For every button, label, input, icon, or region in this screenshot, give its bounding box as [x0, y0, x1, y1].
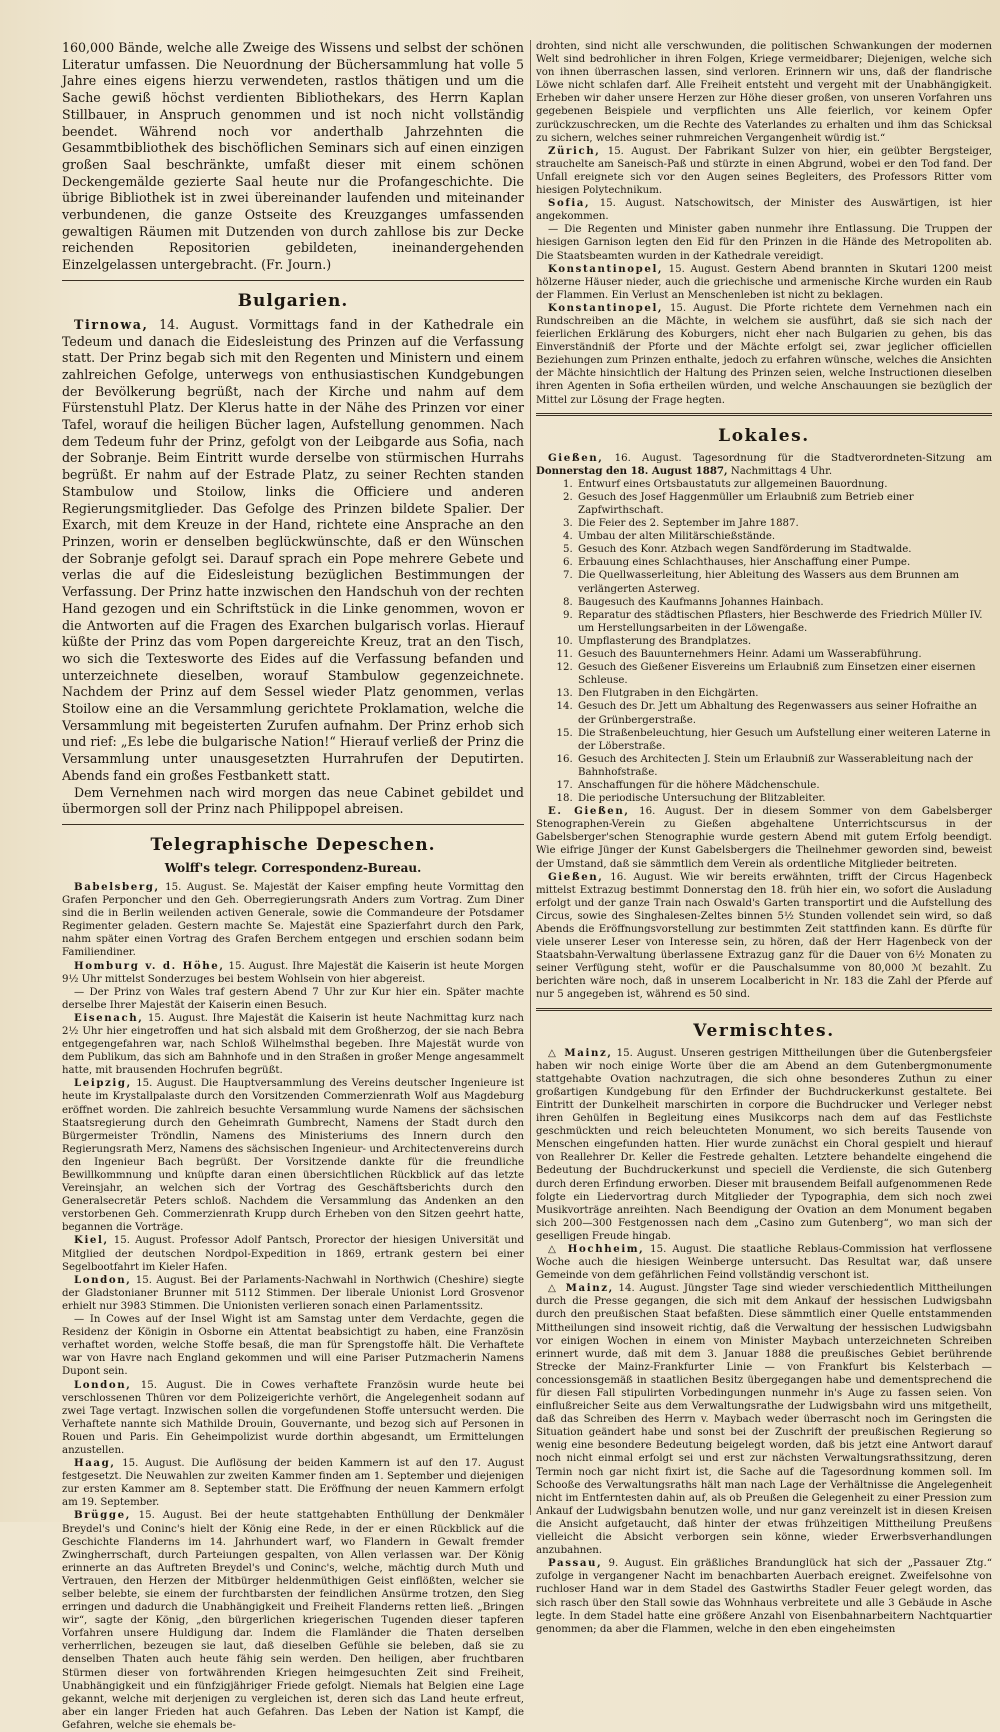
news-item-text: 15. August. Bei der Parlaments-Nachwahl in Northwich (Cheshire) siegte der Gladstonianer Brunner mit 5112 Stimmen. Der liberale Unionist Lord Grosvenor erhielt nur 3983 Stimmen. Die Unionisten verlieren sonach einen Parlamentssitz. [62, 1274, 524, 1312]
news-item-text: 15. August. Gestern Abend brannten in Skutari 1200 meist hölzerne Häuser nieder, auch die griechische und armenische Kirche wurden ein Raub der Flammen. Ein Verlust an Menschenleben ist nicht zu beklagen. [536, 263, 992, 301]
meeting-date: Donnerstag den 18. August 1887, [536, 464, 728, 477]
right-column [536, 40, 992, 1635]
news-item-text: 15. August. Natschowitsch, der Minister des Auswärtigen, ist hier angekommen. [536, 198, 992, 223]
bulgarien-article-2: Dem Vernehmen nach wird morgen das neue Cabinet gebildet und übermorgen soll der Prinz nach Philippopel abreisen. [62, 784, 524, 817]
news-item-text: 15. August. Unseren gestrigen Mittheilungen über die Gutenbergsfeier haben wir noch einige Worte über die am Abend an dem Gutenbergmonumente stattgehabte Ovation nachzutragen, die sich ohne besonderes Zuthun zu einer großartigen Kundgebung für den Erfinder der Buchdruckerkunst gestaltete. Bei Eintritt der Dunkelheit marschirten in corpore die Buchdrucker und Verleger nebst ihren Gehülfen in Begleitung eines Musikcorps nach dem auf das Festlichste geschmückten und reich beleuchteten Monument, wo sich bereits Tausende von Menschen eingefunden hatten. Hier wurde zunächst ein Choral gespielt und hierauf von Reallehrer Dr. Keller die Festrede gehalten. Letztere behandelte eingehend die Bedeutung der Buchdruckerkunst und speciell die Verdienste, die sich Gutenberg durch deren Erfindung erworben. Dieser mit brausendem Beifall aufgenommenen Rede folgte ein Liedervortrag durch Mitglieder der Typographia, dem sich noch zwei Musikvorträge anreihten. Nach Beendigung der Ovation an dem Monument begaben sich 200—300 Festgenossen nach dem „Casino zum Gutenberg“, wo man sich der geselligen Freude hingab. [536, 1047, 992, 1242]
news-item [62, 1457, 524, 1509]
section-title-lokales: Lokales. [718, 425, 810, 446]
agenda-item: 2. Gesuch des Josef Haggenmüller um Erlaubniß zum Betrieb einer Zapfwirthschaft. [576, 491, 992, 517]
agenda-list [536, 478, 992, 805]
dateline: Tirnowa, [74, 316, 149, 332]
dateline: Sofia, [548, 197, 591, 210]
news-item-text: 15. August. Ihre Majestät die Kaiserin ist heute Nachmittag kurz nach 2½ Uhr hier eingetroffen und hat sich alsbald mit dem Großherzog, der sie nach Bebra entgegengefahren war, nach Schloß Wilhelmsthal begeben. Ihre Majestät wurde von dem Publikum, das sich am Bahnhofe und in den Straßen in großer Menge angesammelt hatte, mit brausenden Hochrufen begrüßt. [62, 1012, 524, 1077]
news-item [536, 871, 992, 1002]
news-item-text: 15. August. Professor Adolf Pantsch, Prorector der hiesigen Universität und Mitglied der deutschen Nordpol-Expedition in 1869, ertrank gestern bei einer Segelbootfahrt im Kieler Hafen. [62, 1235, 524, 1273]
dateline: Konstantinopel, [548, 262, 664, 275]
agenda-item: 15. Die Straßenbeleuchtung, hier Gesuch um Aufstellung einer weiteren Laterne in der Löberstraße. [576, 727, 992, 753]
library-article-text: 160,000 Bände, welche alle Zweige des Wissens und selbst der schönen Literatur umfassen. Die Neuordnung der Büchersammlung hat volle 5 Jahre eines eigens hierzu verwendeten, rastlos thätigen und um die Sache gewiß höchst verdienten Bibliothekars, des Herrn Kaplan Stillbauer, in Anspruch genommen und ist noch nicht vollständig beendet. Während noch vor anderthalb Jahrzehnten die Gesammtbibliothek des bischöflichen Seminars sich auf einen einzigen großen Saal beschränkte, umfaßt dieser mit einem schönen Deckengemälde gezierte Saal heute nur die Profangeschichte. Die übrige Bibliothek ist in zwei übereinander laufenden und miteinander verbundenen, die ganze Ostseite des Kreuzganges umfassenden gewaltigen Räumen mit Dutzenden von durch zahllose bis zur Decke reichenden Repositorien gebildeten, ineinandergehenden Einzelgelassen untergebracht. (Fr. Journ.) [62, 40, 524, 273]
news-item [62, 1313, 524, 1378]
dateline: E. Gießen, [548, 805, 630, 818]
dateline: Konstantinopel, [548, 301, 664, 314]
news-item [62, 1234, 524, 1273]
dateline: Leipzig, [74, 1077, 132, 1090]
section-rule [536, 413, 992, 416]
news-item-text: — In Cowes auf der Insel Wight ist am Samstag unter dem Verdachte, gegen die Residenz der Königin in Osborne ein Attentat beabsichtigt zu haben, eine Französin verhaftet worden, welche Stoffe besaß, die man für Sprengstoffe hält. Die Verhaftete war von Havre nach England gekommen und will eine Pariser Putzmacherin Namens Dupont sein. [62, 1314, 524, 1378]
news-item-text: 15. August. Die Auflösung der beiden Kammern ist auf den 17. August festgesetzt. Die Neuwahlen zur zweiten Kammer finden am 1. September und diejenigen zur ersten Kammer am 8. September statt. Die Eröffnung der neuen Kammern erfolgt am 19. September. [62, 1458, 524, 1509]
agenda-item: 11. Gesuch des Bauunternehmers Heinr. Adami um Wasserabführung. [576, 648, 992, 661]
dateline: Eisenach, [74, 1011, 144, 1024]
section-rule [62, 280, 524, 281]
section-title-vermischtes: Vermischtes. [693, 1020, 835, 1041]
section-title-telegraphische-depeschen: Telegraphische Depeschen. [150, 834, 436, 855]
dateline: Kiel, [74, 1234, 109, 1247]
dateline: London, [74, 1378, 132, 1391]
news-item [536, 197, 992, 223]
news-item-text: 14. August. Jüngster Tage sind wieder verschiedentlich Mittheilungen durch die Presse gegangen, die sich mit dem Ankauf der hessischen Ludwigsbahn durch den preußischen Staat befaßten. Diese sämmtlich einer Quelle entstammenden Mittheilungen sind insoweit richtig, daß die Verwaltung der hessischen Ludwigsbahn vor einigen Wochen in einem von Minister Maybach unterzeichneten Schreiben erinnert wurde, daß mit dem 3. Januar 1888 die preußisches Gebiet berührende Strecke der Mainz-Frankfurter Linie — von Frankfurt bis Kelsterbach — concessionsgemäß in staatlichen Besitz übergegangen habe und dementsprechend die für diesen Fall stipulirten Vorbedingungen nunmehr in's Auge zu fassen seien. Von einflußreicher Seite aus dem Verwaltungsrathe der Ludwigsbahn wird uns mitgetheilt, daß das Schreiben des Herrn v. Maybach weder überrascht noch im Geringsten die Situation geändert habe und sonst bei der Zuschrift der preußischen Regierung so wenig eine besondere Bedeutung beigelegt worden, daß bis jetzt eine Antwort darauf noch nicht einmal erfolgt sei und erst zur nächsten Verwaltungsrathssitzung, deren Termin noch gar nicht fixirt ist, die Sache auf die Tagesordnung kommen soll. Im Schooße des Verwaltungsraths hält man nach Lage der Verhältnisse die Angelegenheit nicht im Entferntesten dahin auf, als ob Preußen die Gelegenheit zu einer Pression zum Ankauf der Ludwigsbahn benutzen wolle, und nur ganz vereinzelt ist in diesen Kreisen die Ansicht aufgetaucht, daß hinter der etwas frühzeitigen Mittheilung Preußens vielleicht die Absicht verborgen sein könne, wieder Erwerbsverhandlungen anzubahnen. [536, 1283, 992, 1557]
agenda-item: 4. Umbau der alten Militärschießstände. [576, 530, 992, 543]
news-item [62, 986, 524, 1012]
section-title-bulgarien: Bulgarien. [237, 290, 349, 311]
news-item [62, 1509, 524, 1732]
news-item [536, 1243, 992, 1282]
agenda-item: 5. Gesuch des Konr. Atzbach wegen Sandförderung im Stadtwalde. [576, 543, 992, 556]
article-body: 14. August. Vormittags fand in der Kathedrale ein Tedeum und danach die Eidesleistung des Prinzen auf die Verfassung statt. Der Prinz begab sich mit den Regenten und Ministern und einem zahlreichen Gefolge, unterwegs von enthusiastischen Kundgebungen der Bevölkerung begrüßt, nach der Kirche und nahm auf dem Fürstenstuhl Platz. Der Klerus hatte in der Nähe des Prinzen vor einer Tafel, worauf die heiligen Bücher lagen, Aufstellung genommen. Nach dem Tedeum fuhr der Prinz, gefolgt von der Leibgarde aus Sofia, nach der Sobranje. Beim Eintritt wurde derselbe von stürmischen Hurrahs begrüßt. Er nahm auf der Estrade Platz, zu seiner Rechten standen Stambulow und Stoilow, links die Officiere und anderen Regierungsmitglieder. Das Gefolge des Prinzen bildete Spalier. Der Exarch, mit dem Kreuze in der Hand, richtete eine Ansprache an den Prinzen, worin er denselben beglückwünschte, daß er den Wünschen der Sobranje gefolgt sei. Darauf sprach ein Pope mehrere Gebete und verlas die auf die Eidesleistung bezüglichen Bestimmungen der Verfassung. Der Prinz hatte inzwischen den Handschuh von der rechten Hand gezogen und ein Schriftstück in die Linke genommen, wovon er die Antworten auf die Fragen des Exarchen bulgarisch vorlas. Hierauf küßte der Prinz das vom Popen dargereichte Kreuz, trat an den Tisch, wo sich die Textesworte des Eides auf die Verfassung befanden und unterzeichnete dieselben, worauf Stambulow gegenzeichnete. Nachdem der Prinz auf dem Sessel wieder Platz genommen, verlas Stoilow eine an die Versammlung gerichtete Proklamation, welche die Versammlung mit begeisterten Zurufen aufnahm. Der Prinz erhob sich und rief: „Es lebe die bulgarische Nation!“ Hierauf verließ der Prinz die Versammlung unter unausgesetzten Hurrahrufen der Deputirten. Abends fand ein großes Festbankett statt. [62, 316, 524, 783]
news-item [536, 302, 992, 407]
section-rule [536, 1008, 992, 1011]
section-subtitle-wolff: Wolff's telegr. Correspondenz-Bureau. [164, 860, 422, 875]
news-item [536, 145, 992, 197]
dateline: △ Mainz, [548, 1282, 614, 1295]
agenda-item: 17. Anschaffungen für die höhere Mädchenschule. [576, 779, 992, 792]
agenda-item: 9. Reparatur des städtischen Pflasters, hier Beschwerde des Friedrich Müller IV. um Herstellungsarbeiten in der Löwengaße. [576, 609, 992, 635]
news-item-text: — Die Regenten und Minister gaben nunmehr ihre Entlassung. Die Truppen der hiesigen Garnison legten den Eid für den Prinzen in die Hände des Metropoliten ab. Die Staatsbeamten wurden in der Kathedrale vereidigt. [536, 224, 992, 262]
dateline: △ Mainz, [548, 1046, 613, 1059]
news-item [536, 263, 992, 302]
news-item [536, 805, 992, 870]
news-item [536, 1282, 992, 1557]
news-item [536, 1557, 992, 1636]
agenda-item: 8. Baugesuch des Kaufmanns Johannes Hainbach. [576, 596, 992, 609]
news-item [62, 881, 524, 960]
dateline: Zürich, [548, 144, 601, 157]
agenda-item: 16. Gesuch des Architecten J. Stein um Erlaubniß zur Wasserableitung nach der Bahnhofstraße. [576, 753, 992, 779]
agenda-intro: Gießen, 16. August. Tagesordnung für die Stadtverordneten-Sitzung am Donnerstag den 18. August 1887, Nachmittags 4 Uhr. [536, 451, 992, 477]
dateline: Gießen, [548, 870, 604, 883]
agenda-item: 6. Erbauung eines Schlachthauses, hier Anschaffung einer Pumpe. [576, 556, 992, 569]
bulgarien-article [62, 317, 524, 785]
agenda-item: 1. Entwurf eines Ortsbaustatuts zur allgemeinen Bauordnung. [576, 478, 992, 491]
continued-speech-text: drohten, sind nicht alle verschwunden, die politischen Schwankungen der modernen Welt sind bedrohlicher in ihren Folgen, Kriege vermeidbarer; Diejenigen, welche sich von ihnen überraschen lassen, sind verloren. Erinnern wir uns, daß der flandrische Löwe nicht schlafen darf. Alle Freiheit entsteht und vergeht mit der Unabhängigkeit. Erheben wir daher unsere Herzen zur Höhe dieser großen, von unseren Vorfahren uns gegebenen Beispiele und verpflichten uns Alle feierlich, vor keinem Opfer zurückzuschrecken, um die Rechte des Vaterlandes zu erhalten und ihm das Schicksal zu sichern, welches seiner ruhmreichen Vergangenheit würdig ist.“ [536, 41, 992, 144]
telegram-list [62, 881, 524, 1732]
dateline: Brügge, [74, 1509, 131, 1522]
local-news-list [536, 805, 992, 1001]
dateline: Passau, [548, 1557, 603, 1570]
dateline: △ Hochheim, [548, 1242, 645, 1255]
news-item-text: 15. August. Die Pforte richtete dem Vernehmen nach ein Rundschreiben an die Mächte, in welchem sie ausführt, daß sie sich nach der feierlichen Erklärung des Koburgers, nicht eher nach Bulgarien zu gehen, bis das Einverständniß der Pforte und der Mächte erfolgt sei, zwar jeglicher officiellen Beziehungen zum Prinzen enthalte, jedoch zu erfahren wünsche, welches die Ansichten der Mächte hinsichtlich der Haltung des Prinzen seien, welche Instructionen dieselben ihren Agenten in Sofia ertheilen würden, und welche Anschauungen sie bezüglich der Mittel zur Lösung der Frage hegten. [536, 302, 992, 406]
news-item-text: 15. August. Die staatliche Reblaus-Commission hat verflossene Woche auch die hiesigen Weinberge untersucht. Das Resultat war, daß unsere Gemeinde von dem gefährlichen Feind vollständig verschont ist. [536, 1243, 992, 1282]
dateline: Homburg v. d. Höhe, [74, 959, 225, 972]
news-item-text: 15. August. Die in Cowes verhaftete Französin wurde heute bei verschlossenen Thüren vor dem Polizeigerichte verhört, die Angelegenheit sodann auf zwei Tage vertagt. Inzwischen sollen die vorgefundenen Stoffe untersucht werden. Die Verhaftete nannte sich Mathilde Drouin, Gouvernante, und bezog sich auf Personen in Rouen und Paris. Ein Geheimpolizist wurde dorthin abgesandt, um Ermittelungen anzustellen. [62, 1379, 524, 1456]
dateline: London, [74, 1273, 132, 1286]
agenda-item: 14. Gesuch des Dr. Jett um Abhaltung des Regenwassers aus seiner Hofraithe an der Grünbergerstraße. [576, 700, 992, 726]
telegram-list-continued [536, 145, 992, 407]
agenda-item: 7. Die Quellwasserleitung, hier Ableitung des Wassers aus dem Brunnen am verlängerten Asterweg. [576, 569, 992, 595]
news-item-text: 15. August. Der Fabrikant Sulzer von hier, ein geübter Bergsteiger, strauchelte am Saneisch-Paß und stürzte in einen Abgrund, wobei er den Tod fand. Der Unfall ereignete sich vor den Augen seines Begleiters, des Professors Ritter vom hiesigen Polytechnikum. [536, 145, 992, 197]
news-item [62, 960, 524, 986]
agenda-item: 12. Gesuch des Gießener Eisvereins um Erlaubniß zum Einsetzen einer eisernen Schleuse. [576, 661, 992, 687]
dateline: Haag, [74, 1457, 116, 1470]
agenda-item: 3. Die Feier des 2. September im Jahre 1887. [576, 517, 992, 530]
news-item [62, 1379, 524, 1458]
news-item-text: 15. August. Se. Majestät der Kaiser empfing heute Vormittag den Grafen Perponcher und den Geh. Oberregierungsrath Anders zum Vortrag. Zum Diner sind die in Berlin weilenden activen Generale, sowie die Commandeure der Potsdamer Regimenter geladen. Gestern machte Se. Majestät eine Spazierfahrt durch den Park, nahm später einen Vortrag des Grafen Berchem entgegen und erschien sodann beim Familiendiner. [62, 881, 524, 959]
agenda-item: 10. Umpflasterung des Brandplatzes. [576, 635, 992, 648]
agenda-item: 18. Die periodische Untersuchung der Blitzableiter. [576, 792, 992, 805]
news-item-text: 16. August. Der in diesem Sommer von dem Gabelsberger Stenographen-Verein zu Gießen abgehaltene Unterrichtscursus in der Gabelsberger'schen Stenographie wurde gestern Abend mit gutem Erfolg beendigt. Wie eifrige Jünger der Kunst Gabelsbergers die Theilnehmer geworden sind, beweist der Umstand, daß sie sämmtlich dem Verein als ordentliche Mitglieder beitreten. [536, 806, 992, 870]
section-rule [62, 824, 524, 825]
dateline: Gießen, [548, 451, 604, 464]
news-item [536, 1047, 992, 1243]
news-item [62, 1012, 524, 1077]
news-item-text: 15. August. Bei der heute stattgehabten Enthüllung der Denkmäler Breydel's und Coninc's hielt der König eine Rede, in der er einen Rückblick auf die Geschichte Flanderns im 14. Jahrhundert warf, wo Flandern in Gewalt fremder Zwingherrschaft, durch Parteiungen gespalten, von Allen verlassen war. Der König erinnerte an das Auftreten Breydel's und Coninc's, welche, mächtig durch Muth und Vertrauen, den Herzen der Mitbürger heldenmüthigen Geist einflößten, welcher sie selber belebte, sie einem der furchtbarsten der feindlichen Ansürme trotzen, den Sieg erringen und dadurch die Unabhängigkeit und Freiheit Flanderns retten ließ. „Bringen wir“, sagte der König, „den bürgerlichen kriegerischen Tugenden dieser tapferen Vorfahren unsere Huldigung dar. Indem die Flamländer die Thaten derselben verherrlichen, bezeugen sie laut, daß dieselben Gefühle sie beleben, daß sie zu denselben Thaten auch heute fähig sein werden. Den heiligen, aber fruchtbaren Stürmen dieser von fortwährenden Kriegen heimgesuchten Zeit sind Freiheit, Unabhängigkeit und ein fünfzigjähriger Friede gefolgt. Niemals hat Belgien eine Lage gekannt, welche mit derjenigen zu vergleichen ist, deren sich das Land heute erfreut, aber ein langer Frieden hat auch Gefahren. Das Leben der Nation ist Kampf, die Gefahren, welche sie ehemals be- [62, 1510, 524, 1731]
column-divider [530, 40, 531, 1515]
news-item-text: 15. August. Ihre Majestät die Kaiserin ist heute Morgen 9½ Uhr mittelst Sonderzuges bei bestem Wohlsein von hier abgereist. [62, 960, 524, 985]
news-item-text: — Der Prinz von Wales traf gestern Abend 7 Uhr zur Kur hier ein. Später machte derselbe Ihrer Majestät der Kaiserin einen Besuch. [62, 986, 524, 1011]
news-item [62, 1077, 524, 1234]
agenda-item: 13. Den Flutgraben in den Eichgärten. [576, 687, 992, 700]
miscellaneous-news-list [536, 1047, 992, 1636]
news-item-text: 16. August. Wie wir bereits erwähnten, trifft der Circus Hagenbeck mittelst Extrazug bestimmt Donnerstag den 18. früh hier ein, wo sofort die Ausladung erfolgt und der ganze Train nach Oswald's Garten transportirt und die Aufstellung des Circus, sowie des Singhalesen-Zeltes binnen 5½ Stunden vollendet sein wird, so daß Abends die Eröffnungsvorstellung zur bestimmten Zeit stattfinden kann. Es dürfte für viele unserer Leser von Interesse sein, zu hören, daß der Herr Hagenbeck von der Staatsbahn-Verwaltung überlassene Extrazug ganz für die Dauer von 6½ Monaten zu seiner Verfügung steht, wofür er die Pauschalsumme von 80,000 ℳ bezahlt. Zu berichten wäre noch, daß in unserem Localbericht in Nr. 183 die Zahl der Pferde auf nur 5 angegeben ist, während es 50 sind. [536, 871, 992, 1001]
news-item-text: 9. August. Ein gräßliches Brandunglück hat sich der „Passauer Ztg.“ zufolge in vergangener Nacht im benachbarten Auerbach ereignet. Zweifelsohne von ruchloser Hand war in dem Stadel des Gastwirths Stadler Feuer gelegt worden, das sich rasch über den Stall sowie das Wohnhaus verbreitete und alle 3 Gebäude in Asche legte. In dem Stadel hatte eine größere Anzahl von Eisenbahnarbeitern Nachtquartier genommen; da aber die Flammen, welche in den eben eingeheimsten [536, 1558, 992, 1635]
news-item-text: 15. August. Die Hauptversammlung des Vereins deutscher Ingenieure ist heute im Krystallpalaste durch den Vorsitzenden Commerzienrath Wolf aus Magdeburg eröffnet worden. Die zahlreich besuchte Versammlung wurde Namens der sächsischen Staatsregierung durch den Geheimrath Gumbrecht, Namens der Stadt durch den Bürgermeister Tröndlin, Namens des Ministeriums des Innern durch den Regierungsrath Merz, Namens des sächsischen Ingenieur- und Architectenvereins durch den Ingenieur Bach begrüßt. Der Vorsitzende dankte für die freundliche Bewillkommnung und knüpfte daran einen übersichtlichen Rückblick auf das letzte Vereinsjahr, an welchen sich der Vortrag des Geschäftsberichts durch den Generalsecretär Peters schloß. Nachdem die Versammlung das Andenken an den verstorbenen Geh. Commerzienrath Krupp durch Erheben von den Sitzen geehrt hatte, begannen die Vorträge. [62, 1078, 524, 1234]
news-item [536, 223, 992, 262]
left-column [62, 40, 524, 1731]
news-item [62, 1274, 524, 1313]
dateline: Babelsberg, [74, 880, 160, 893]
